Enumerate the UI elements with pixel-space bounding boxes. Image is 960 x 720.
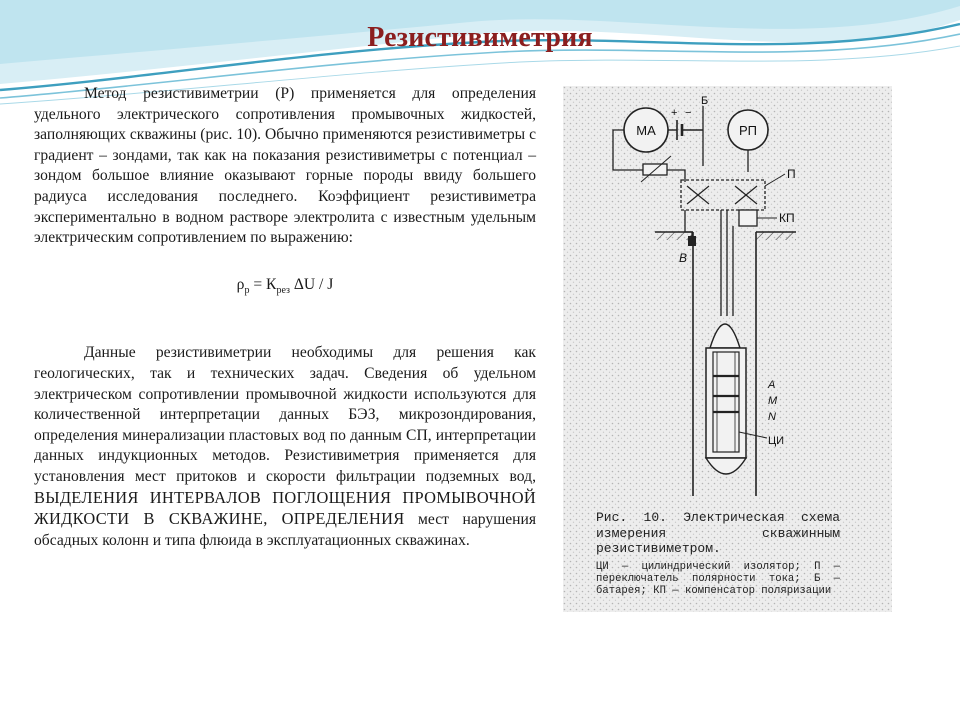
paragraph-intro: Метод резистивиметрии (Р) применяется для определения удельного электрического сопротивления промывочных жидкостей, заполняющих скважины (рис. 10). Обычно применяются резистивиметры с градиент – зондами, так как на показания резистивиметры с потенциал – зондом большое влияние оказывают горные породы ввиду большего радиуса исследования последнего. Коэффициент резистивиметра экспериментально в водном растворе электролита с известным удельным электрическим сопротивлением по выражению: (34, 85, 536, 247)
label-v: В (679, 251, 688, 265)
applications-caps-text: ВЫДЕЛЕНИЯ ИНТЕРВАЛОВ ПОГЛОЩЕНИЯ ПРОМЫВОЧНОЙ ЖИДКОСТИ В СКВАЖИНЕ, ОПРЕДЕЛЕНИЯ (34, 487, 536, 529)
label-ci: ЦИ (768, 435, 785, 447)
label-n: N (768, 411, 776, 423)
label-rp: РП (738, 123, 758, 138)
paragraph-applications (34, 343, 536, 551)
figure-caption (596, 510, 840, 598)
label-ma: МА (636, 123, 656, 138)
label-b: Б (701, 95, 709, 107)
applications-text-1: Данные резистивиметрии необходимы для решения как геологических, так и технических задач. Сведения об удельном электрическом сопротивлении промывочной жидкости используются для количественной интерпретации данных БЭЗ, микрозондирования, определения минерализации пластовых вод по данным СП, интерпретации данных индукционных методов. Резистивиметрия применяется для установления мест притоков и скорости фильтрации подземных вод, (34, 344, 536, 486)
formula-equals-k: = К (249, 275, 277, 293)
slide-title: Резистивиметрия (367, 22, 593, 53)
body-text (34, 84, 536, 551)
label-kp: КП (779, 211, 795, 225)
resistivity-formula (34, 275, 536, 302)
label-minus: − (685, 107, 692, 119)
label-plus: + (671, 107, 678, 119)
caption-legend: ЦИ — цилиндрический изолятор; П — переключатель полярности тока; Б — батарея; КП — компенсатор поляризации (596, 560, 840, 598)
label-p: П (787, 167, 796, 181)
formula-k-sub: рез (276, 284, 290, 296)
formula-rho-sub: р (244, 284, 250, 296)
label-m: М (768, 395, 778, 407)
label-a: А (768, 379, 776, 391)
formula-rest: ΔU / J (289, 275, 334, 293)
applications-text-2: мест нарушения обсадных колонн и типа флюида в эксплуатационных скважинах. (34, 511, 536, 549)
formula-rho: ρ (236, 275, 245, 293)
caption-title: Рис. 10. Электрическая схема измерения скважинным резистивиметром. (596, 510, 840, 556)
